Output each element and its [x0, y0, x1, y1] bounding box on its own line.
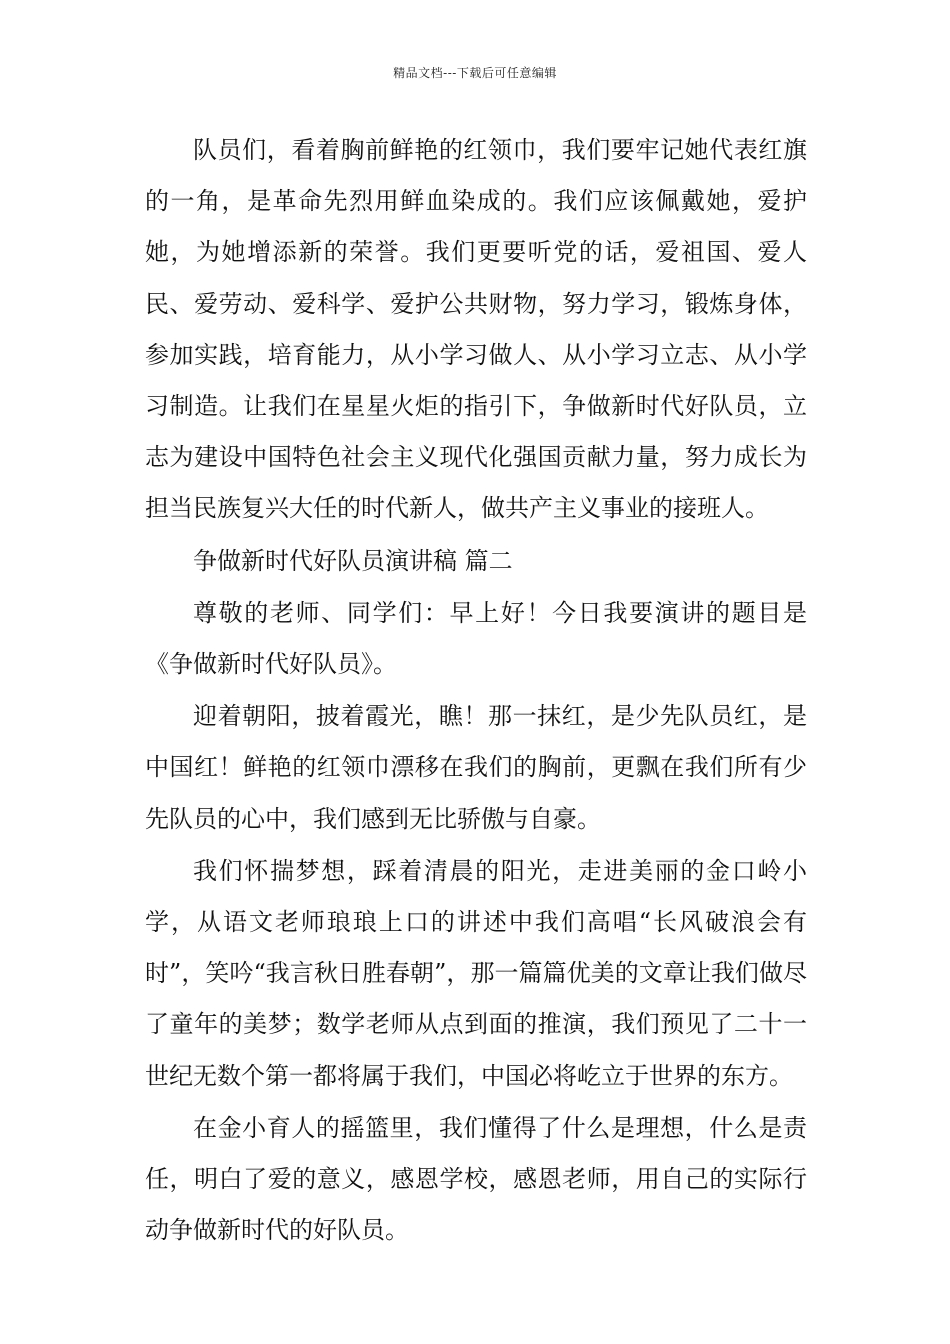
paragraph-2: 尊敬的老师、同学们：早上好！今日我要演讲的题目是《争做新时代好队员》。	[145, 598, 807, 679]
paragraph-4: 我们怀揣梦想，踩着清晨的阳光，走进美丽的金口岭小学，从语文老师琅琅上口的讲述中我们高唱“长风破浪会有时”，笑吟“我言秋日胜春朝”，那一篇篇优美的文章让我们做尽了童年的美梦；数学老师从点到面的推演，我们预见了二十一世纪无数个第一都将属于我们，中国必将屹立于世界的东方。	[145, 856, 807, 1090]
paragraph-5: 在金小育人的摇篮里，我们懂得了什么是理想，什么是责任，明白了爱的意义，感恩学校，感恩老师，用自己的实际行动争做新时代的好队员。	[145, 1113, 807, 1245]
section-heading: 争做新时代好队员演讲稿 篇二	[193, 546, 513, 575]
paragraph-3: 迎着朝阳，披着霞光，瞧！那一抹红，是少先队员红，是中国红！鲜艳的红领巾漂移在我们的胸前，更飘在我们所有少先队员的心中，我们感到无比骄傲与自豪。	[145, 702, 807, 833]
paragraph-1: 队员们，看着胸前鲜艳的红领巾，我们要牢记她代表红旗的一角，是革命先烈用鲜血染成的。我们应该佩戴她，爱护她，为她增添新的荣誉。我们更要听党的话，爱祖国、爱人民、爱劳动、爱科学、爱护公共财物，努力学习，锻炼身体，参加实践，培育能力，从小学习做人、从小学习立志、从小学习制造。让我们在星星火炬的指引下，争做新时代好队员，立志为建设中国特色社会主义现代化强国贡献力量，努力成长为担当民族复兴大任的时代新人，做共产主义事业的接班人。	[145, 136, 807, 523]
document-body	[145, 125, 807, 1256]
page-header: 精品文档---下载后可任意编辑	[393, 66, 557, 80]
